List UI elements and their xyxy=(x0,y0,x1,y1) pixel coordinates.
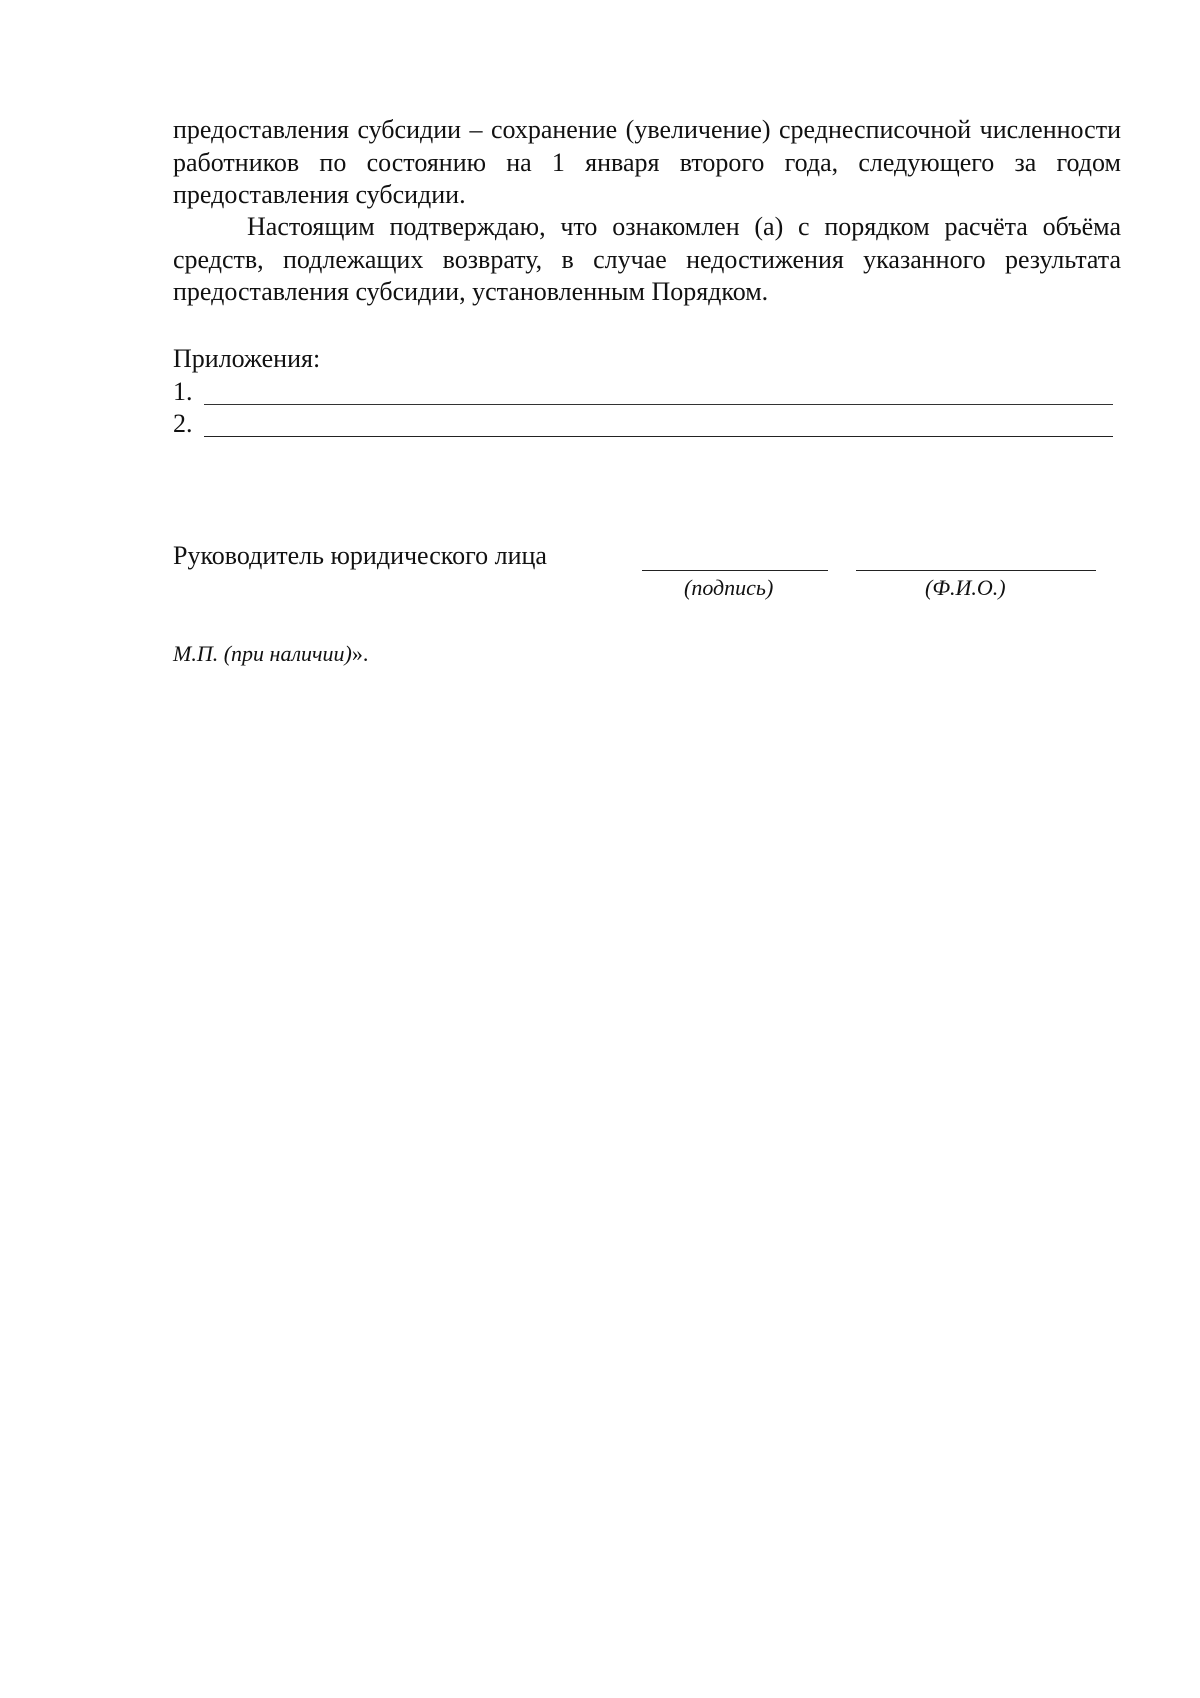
paragraph-subsidy-result: предоставления субсидии – сохранение (увеличение) среднесписочной численности работников по состоянию на 1 января второго года, следующего за годом предоставления субсидии. xyxy=(173,115,1121,209)
attachment-item xyxy=(173,408,1113,440)
stamp-note-text: М.П. (при наличии) xyxy=(173,641,352,666)
attachment-blank-line xyxy=(204,404,1113,405)
attachment-number: 1. xyxy=(173,377,193,406)
full-name-caption: (Ф.И.О.) xyxy=(925,575,1006,600)
head-of-legal-entity-label: Руководитель юридического лица xyxy=(173,541,547,570)
full-name-line xyxy=(856,570,1096,571)
attachment-number: 2. xyxy=(173,409,193,438)
stamp-note-suffix: ». xyxy=(351,641,369,666)
attachment-item xyxy=(173,376,1113,408)
attachment-blank-line xyxy=(204,436,1113,437)
stamp-note xyxy=(173,640,368,668)
signature-line xyxy=(642,570,828,571)
paragraph-confirmation: Настоящим подтверждаю, что ознакомлен (а) с порядком расчёта объёма средств, подлежащих возврату, в случае недостижения указанного результата предоставления субсидии, установленным Порядком. xyxy=(173,212,1121,306)
attachments-title: Приложения: xyxy=(173,344,321,373)
signature-caption: (подпись) xyxy=(684,575,774,600)
